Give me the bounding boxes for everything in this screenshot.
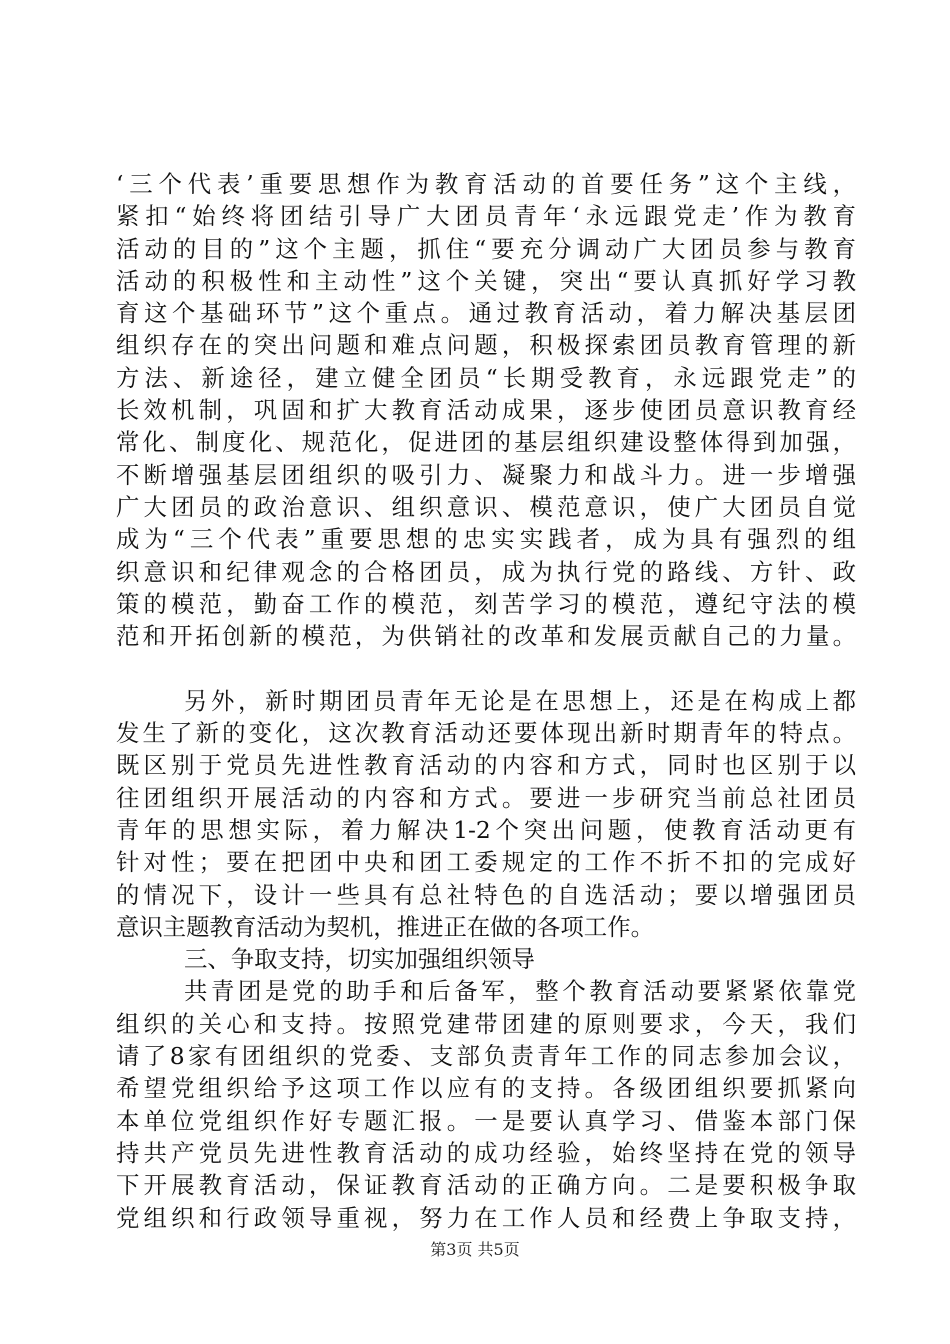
text-line: 广大团员的政治意识、组织意识、模范意识，使广大团员自觉 bbox=[116, 492, 856, 521]
text-line: 成为“三个代表”重要思想的忠实实践者，成为具有强烈的组 bbox=[116, 525, 856, 554]
text-line: 持共产党员先进性教育活动的成功经验，始终坚持在党的领导 bbox=[116, 1138, 856, 1167]
text-line: ‘三个代表’重要思想作为教育活动的首要任务”这个主线， bbox=[116, 170, 856, 198]
text-line: 紧扣“始终将团结引导广大团员青年‘永远跟党走’作为教育 bbox=[116, 202, 856, 231]
text-line: 常化、制度化、规范化，促进团的基层组织建设整体得到加强， bbox=[116, 428, 856, 457]
text-line: 党组织和行政领导重视，努力在工作人员和经费上争取支持， bbox=[116, 1203, 856, 1232]
page-number-footer: 第3页 共5页 bbox=[430, 1240, 520, 1259]
text-line: 发生了新的变化，这次教育活动还要体现出新时期青年的特点。 bbox=[116, 719, 856, 748]
text-line: 范和开拓创新的模范，为供销社的改革和发展贡献自己的力量。 bbox=[116, 622, 856, 651]
text-line: 希望党组织给予这项工作以应有的支持。各级团组织要抓紧向 bbox=[116, 1074, 856, 1103]
document-body bbox=[116, 168, 856, 1234]
text-line: 组织的关心和支持。按照党建带团建的原则要求，今天，我们 bbox=[116, 1009, 856, 1038]
text-line: 育这个基础环节”这个重点。通过教育活动，着力解决基层团 bbox=[116, 299, 856, 328]
text-line: 意识主题教育活动为契机，推进正在做的各项工作。 bbox=[116, 912, 654, 941]
text-line: 共青团是党的助手和后备军，整个教育活动要紧紧依靠党 bbox=[184, 977, 856, 1006]
text-line: 不断增强基层团组织的吸引力、凝聚力和战斗力。进一步增强 bbox=[116, 460, 856, 489]
text-line: 方法、新途径，建立健全团员“长期受教育，永远跟党走”的 bbox=[116, 363, 856, 392]
text-line: 组织存在的突出问题和难点问题，积极探索团员教育管理的新 bbox=[116, 331, 856, 360]
text-line: 织意识和纪律观念的合格团员，成为执行党的路线、方针、政 bbox=[116, 557, 856, 586]
text-line: 青年的思想实际，着力解决1-2个突出问题，使教育活动更有 bbox=[116, 815, 856, 844]
text-line: 另外，新时期团员青年无论是在思想上，还是在构成上都 bbox=[184, 686, 856, 715]
text-line: 请了8家有团组织的党委、支部负责青年工作的同志参加会议， bbox=[116, 1042, 856, 1071]
paragraph-gap bbox=[116, 652, 856, 684]
text-line: 既区别于党员先进性教育活动的内容和方式，同时也区别于以 bbox=[116, 751, 856, 780]
text-line: 下开展教育活动，保证教育活动的正确方向。二是要积极争取 bbox=[116, 1171, 856, 1200]
text-line: 长效机制，巩固和扩大教育活动成果，逐步使团员意识教育经 bbox=[116, 396, 856, 425]
text-line: 本单位党组织作好专题汇报。一是要认真学习、借鉴本部门保 bbox=[116, 1106, 856, 1135]
paragraph-2 bbox=[116, 685, 856, 943]
text-line: 策的模范，勤奋工作的模范，刻苦学习的模范，遵纪守法的模 bbox=[116, 589, 856, 618]
text-line: 活动的目的”这个主题，抓住“要充分调动广大团员参与教育 bbox=[116, 234, 856, 263]
paragraph-1 bbox=[116, 168, 856, 652]
text-line: 活动的积极性和主动性”这个关键，突出“要认真抓好学习教 bbox=[116, 266, 856, 295]
text-line: 往团组织开展活动的内容和方式。要进一步研究当前总社团员 bbox=[116, 783, 856, 812]
text-line: 的情况下，设计一些具有总社特色的自选活动；要以增强团员 bbox=[116, 880, 856, 909]
text-line: 针对性；要在把团中央和团工委规定的工作不折不扣的完成好 bbox=[116, 848, 856, 877]
section-heading: 三、争取支持，切实加强组织领导 bbox=[184, 945, 535, 974]
paragraph-3 bbox=[116, 975, 856, 1233]
